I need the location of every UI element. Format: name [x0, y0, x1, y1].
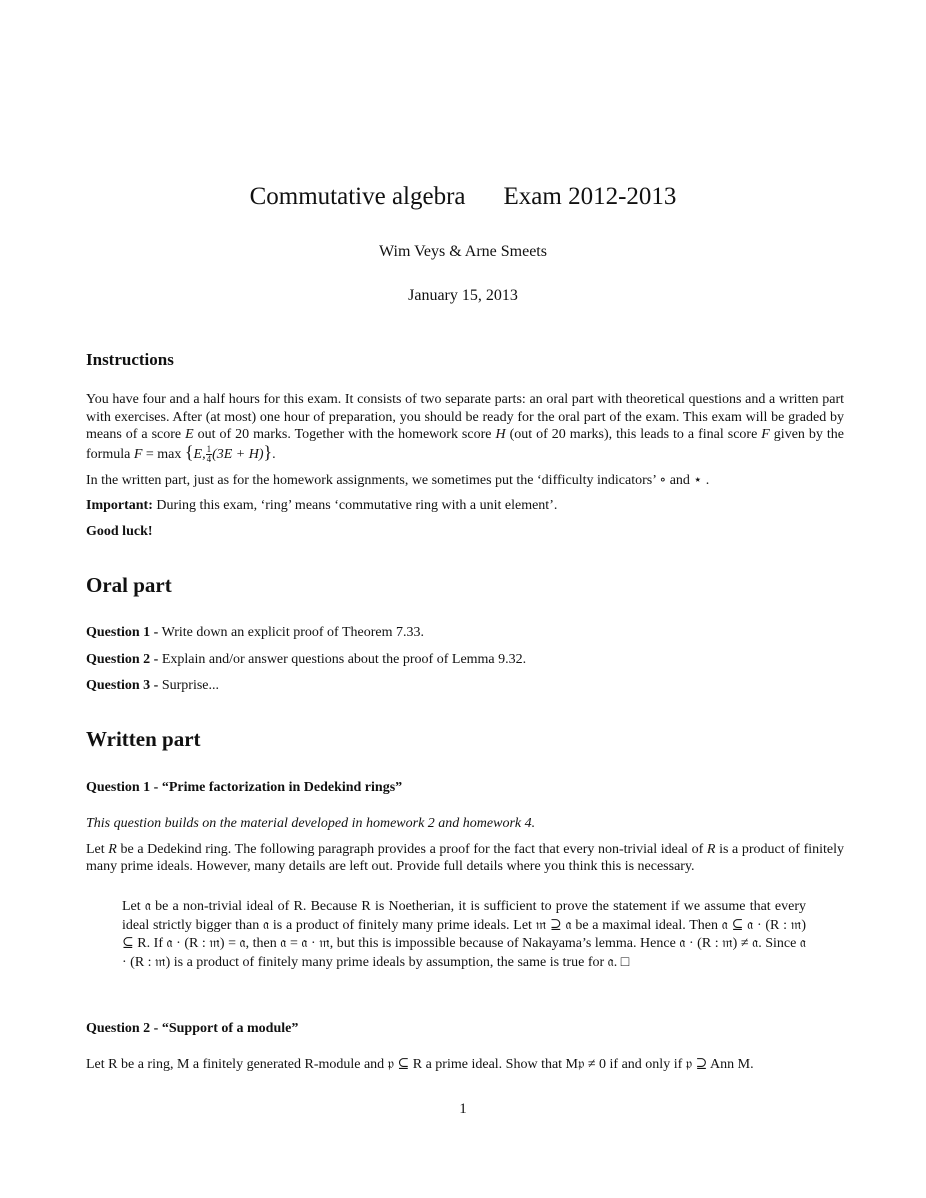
fraction-numerator: 1 — [206, 443, 212, 454]
instructions-paragraph-3 — [86, 497, 844, 515]
exam-date: January 15, 2013 — [408, 287, 518, 304]
text-run: . — [272, 446, 276, 462]
written-q2-heading-block — [86, 1020, 844, 1038]
title-exam: Exam 2012-2013 — [503, 183, 677, 210]
text-run: During this exam, ‘ring’ means ‘commutative ring with a unit element’. — [152, 498, 558, 514]
written-q1-body — [86, 815, 844, 876]
text-run: (out of 20 marks), this leads to a final score — [505, 427, 762, 442]
question-label: Question 3 - — [86, 678, 159, 693]
text-run: given by the formula — [86, 427, 844, 462]
oral-question-2 — [86, 651, 844, 669]
text-run: is a product of finitely many prime ideals. However, many details are left out. Provide full details where you think this is necessary. — [86, 841, 845, 874]
formula-lhs: F — [133, 446, 143, 462]
instructions-heading: Instructions — [86, 350, 174, 369]
formula-brace: } — [263, 441, 273, 462]
formula-brace: { — [184, 441, 194, 462]
written-q1-text — [86, 841, 844, 876]
formula-eq: = max — [142, 446, 185, 462]
formula-rest: (3E + H) — [212, 446, 264, 462]
text-run: Let — [86, 841, 109, 857]
written-heading-block — [86, 727, 844, 751]
question-text: Explain and/or answer questions about the proof of Lemma 9.32. — [158, 651, 527, 667]
oral-question-3 — [86, 677, 844, 695]
oral-heading-block — [86, 573, 844, 597]
question-label: Question 1 - — [86, 625, 159, 640]
written-q2-text: Let R be a ring, M a finitely generated R-module and 𝔭 ⊆ R a prime ideal. Show that M𝔭 ≠ 0 if and only if 𝔭 ⊇ Ann M. — [86, 1057, 754, 1072]
written-q1-heading-block — [86, 779, 844, 797]
formula-E: E, — [193, 446, 206, 462]
oral-question-1 — [86, 624, 844, 642]
instructions-paragraph-2: In the written part, just as for the homework assignments, we sometimes put the ‘difficulty indicators’ ∘ and ⋆ . — [86, 472, 710, 488]
math-var: R — [108, 841, 117, 857]
document-title — [0, 183, 926, 211]
text-run: out of 20 marks. Together with the homework score — [193, 427, 496, 442]
important-label: Important: — [86, 498, 153, 514]
instructions-section — [86, 351, 844, 369]
text-run: be a Dedekind ring. The following paragraph provides a proof for the fact that every non-trivial ideal of — [116, 841, 707, 857]
written-q2-body — [86, 1056, 844, 1074]
question-text: Write down an explicit proof of Theorem 7.33. — [158, 625, 424, 640]
oral-heading: Oral part — [86, 573, 172, 597]
good-luck: Good luck! — [86, 523, 153, 539]
page-number: 1 — [459, 1101, 467, 1117]
question-label: Question 2 - — [86, 651, 159, 667]
oral-questions — [86, 624, 844, 695]
text-run: You have four and a half hours for this exam. It consists of two separate parts: an oral part with theoretical questions and a written part with exercises. After (at most) one hour of preparation, you should be ready for the oral part of the exam. This exam will be graded by means of a score — [86, 392, 844, 442]
written-q1-proof: Let 𝔞 be a non-trivial ideal of R. Because R is Noetherian, it is sufficient to prove the statement if we assume that every ideal strictly bigger than 𝔞 is a product of finitely many prime ideals. Let 𝔪 ⊇ 𝔞 be a maximal ideal. Then 𝔞 ⊆ 𝔞 · (R : 𝔪) ⊆ R. If 𝔞 · (R : 𝔪) = 𝔞, then 𝔞 = 𝔞 · 𝔪, but this is impossible because of Nakayama’s lemma. Hence 𝔞 · (R : 𝔪) ≠ 𝔞. Since 𝔞 · (R : 𝔪) is a product of finitely many prime ideals by assumption, the same is true for 𝔞. □ — [122, 899, 806, 970]
instructions-body — [86, 391, 844, 540]
written-q1-intro: This question builds on the material developed in homework 2 and homework 4. — [86, 816, 536, 831]
question-text: Surprise... — [158, 678, 220, 693]
authors: Wim Veys & Arne Smeets — [379, 243, 547, 260]
instructions-paragraph-1 — [86, 391, 844, 464]
title-course: Commutative algebra — [249, 183, 466, 210]
math-var: H — [495, 427, 506, 442]
math-var: F — [761, 427, 770, 442]
math-var: R — [706, 841, 716, 857]
written-q1-heading: Question 1 - “Prime factorization in Dedekind rings” — [86, 780, 403, 795]
fraction-denominator: 4 — [206, 453, 212, 464]
written-q2-heading: Question 2 - “Support of a module” — [86, 1021, 299, 1036]
written-heading: Written part — [86, 727, 201, 751]
math-var: E — [185, 427, 194, 442]
